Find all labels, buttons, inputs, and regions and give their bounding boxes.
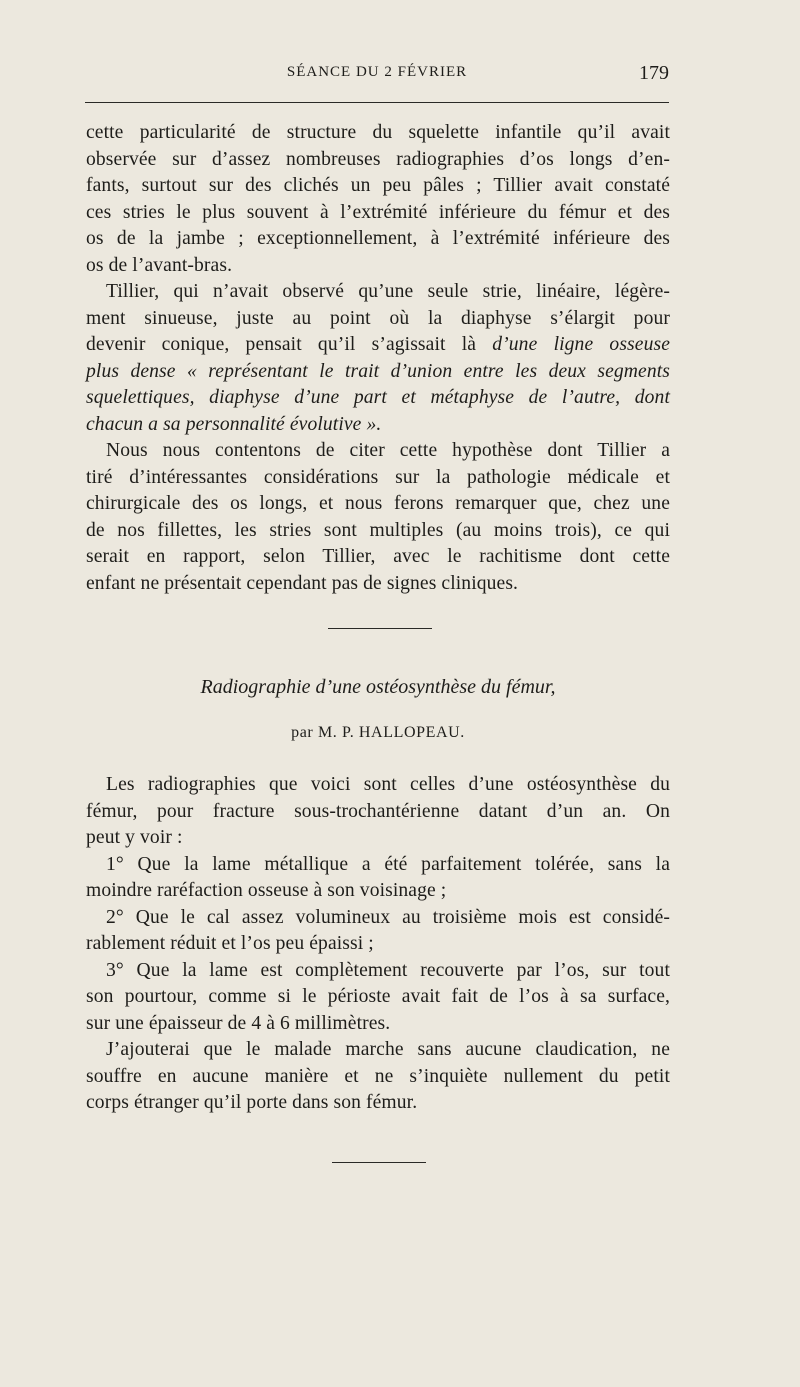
- article-body: [86, 772, 670, 1117]
- text-line: ces stries le plus souvent à l’extrémité inférieure du fémur et des: [86, 201, 670, 223]
- paragraph-conclusion: [86, 1037, 670, 1117]
- text-line: de nos fillettes, les stries sont multiples (au moins trois), ce qui: [86, 519, 670, 541]
- list-item-2: [86, 905, 670, 958]
- list-item-1: [86, 852, 670, 905]
- text-line: plus dense « représentant le trait d’union entre les deux segments: [86, 360, 670, 382]
- paragraph-hypothesis: [86, 438, 670, 597]
- continued-section: [86, 120, 670, 597]
- text-line: moindre raréfaction osseuse à son voisinage ;: [86, 880, 447, 901]
- article-byline: par M. P. HALLOPEAU.: [291, 724, 465, 741]
- text-line: fémur, pour fracture sous-trochantérienne datant d’un an. On: [86, 800, 670, 822]
- text-line: son pourtour, comme si le périoste avait fait de l’os à sa surface,: [86, 986, 670, 1007]
- text-line: 1° Que la lame métallique a été parfaitement tolérée, sans la: [106, 853, 670, 875]
- text-line: cette particularité de structure du squelette infantile qu’il avait: [86, 122, 670, 143]
- text-line: os de la jambe ; exceptionnellement, à l’extrémité inférieure des: [86, 228, 670, 249]
- paragraph-tillier: [86, 279, 670, 438]
- text-line: tiré d’intéressantes considérations sur la pathologie médicale et: [86, 466, 670, 488]
- page-number: 179: [639, 62, 669, 84]
- text-line: corps étranger qu’il porte dans son fémur.: [86, 1092, 418, 1113]
- list-item-3: [86, 958, 670, 1038]
- text-segment: devenir conique, pensait qu’il s’agissait là: [86, 334, 477, 355]
- article-title: Radiographie d’une ostéosynthèse du fémur,: [200, 676, 556, 698]
- text-line: souffre en aucune manière et ne s’inquiète nullement du petit: [86, 1065, 670, 1087]
- text-line: squelettiques, diaphyse d’une part et métaphyse de l’autre, dont: [86, 387, 670, 408]
- text-line: 2° Que le cal assez volumineux au troisième mois est considé-: [106, 906, 670, 928]
- running-head: [85, 62, 669, 86]
- section-separator: [328, 628, 432, 629]
- text-line: Tillier, qui n’avait observé qu’une seule strie, linéaire, légère-: [106, 281, 670, 302]
- text-line: ment sinueuse, juste au point où la diaphyse s’élargit pour: [86, 307, 670, 329]
- text-line: enfant ne présentait cependant pas de signes cliniques.: [86, 572, 519, 594]
- italic-segment: d’une ligne osseuse: [492, 334, 670, 355]
- text-line: 3° Que la lame est complètement recouverte par l’os, sur tout: [106, 959, 670, 981]
- text-line: chacun a sa personnalité évolutive ».: [86, 413, 382, 435]
- text-line: chirurgicale des os longs, et nous ferons remarquer que, chez une: [86, 493, 670, 514]
- paragraph-intro: [86, 772, 670, 852]
- text-line: sur une épaisseur de 4 à 6 millimètres.: [86, 1012, 391, 1034]
- text-line: peut y voir :: [86, 827, 183, 848]
- text-line: Nous nous contentons de citer cette hypothèse dont Tillier a: [106, 440, 670, 461]
- text-line: os de l’avant-bras.: [86, 254, 233, 276]
- text-line: [86, 332, 670, 359]
- running-title: SÉANCE DU 2 FÉVRIER: [286, 64, 468, 80]
- text-line: observée sur d’assez nombreuses radiographies d’os longs d’en-: [86, 148, 670, 170]
- paragraph-continuation: [86, 120, 670, 279]
- text-line: J’ajouterai que le malade marche sans aucune claudication, ne: [106, 1039, 670, 1060]
- header-rule: [85, 102, 669, 103]
- text-line: serait en rapport, selon Tillier, avec le rachitisme dont cette: [86, 546, 670, 567]
- end-separator: [332, 1162, 426, 1163]
- text-line: Les radiographies que voici sont celles d’une ostéosynthèse du: [106, 774, 670, 795]
- text-line: fants, surtout sur des clichés un peu pâles ; Tillier avait constaté: [86, 175, 670, 196]
- text-line: rablement réduit et l’os peu épaissi ;: [86, 933, 374, 954]
